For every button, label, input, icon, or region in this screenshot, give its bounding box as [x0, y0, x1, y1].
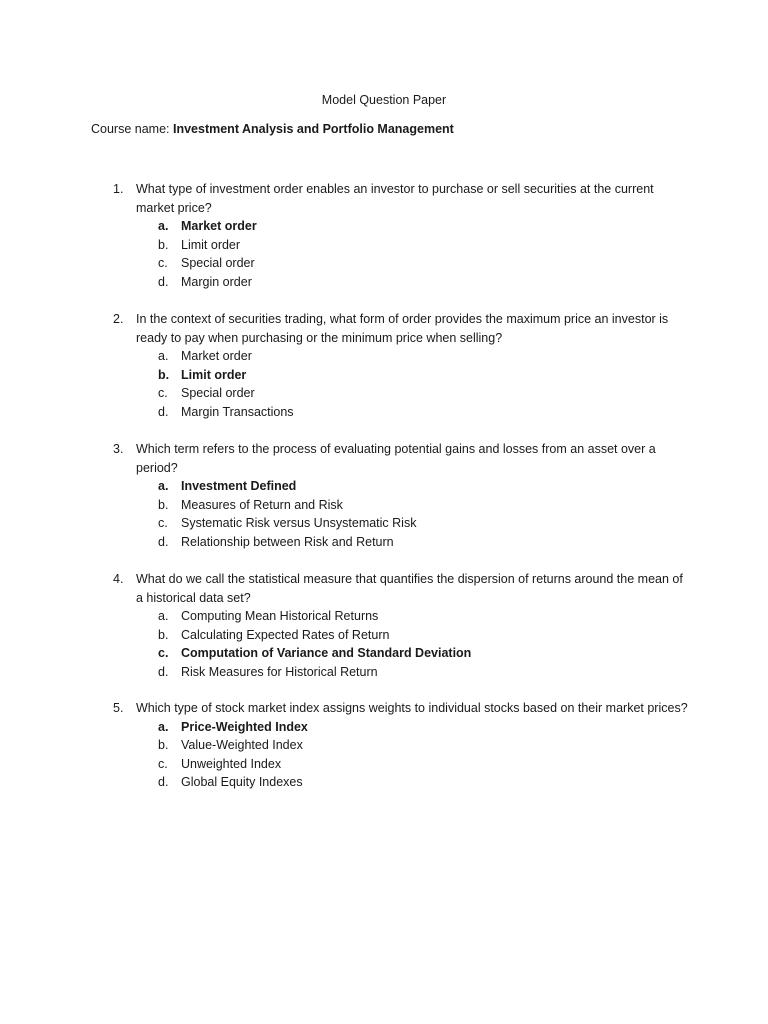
option-text: Unweighted Index [181, 756, 282, 771]
option-a [113, 217, 693, 236]
option-letter: c. [158, 646, 169, 661]
option-d [113, 773, 693, 792]
option-text: Computing Mean Historical Returns [181, 609, 379, 623]
option-letter: c. [158, 386, 168, 401]
question-4 [113, 570, 693, 681]
option-letter: d. [158, 534, 169, 549]
question-text: Which term refers to the process of evaluating potential gains and losses from an asset over a period? [136, 442, 656, 475]
option-text: Price-Weighted Index [181, 719, 308, 734]
option-list [113, 718, 693, 792]
option-letter: c. [158, 756, 168, 771]
option-b [113, 496, 693, 515]
option-letter: a. [158, 219, 169, 233]
option-d [113, 403, 693, 422]
question-2 [113, 310, 693, 421]
option-c [113, 644, 693, 663]
option-letter: c. [158, 256, 168, 271]
option-text: Calculating Expected Rates of Return [181, 627, 390, 642]
option-list [113, 607, 693, 681]
option-c [113, 514, 693, 533]
option-letter: d. [158, 775, 169, 790]
option-text: Limit order [181, 367, 247, 382]
option-b [113, 736, 693, 755]
option-text: Computation of Variance and Standard Deviation [181, 646, 472, 661]
question-3 [113, 440, 693, 551]
question-number: 2. [113, 312, 124, 326]
question-number: 1. [113, 182, 124, 196]
option-letter: d. [158, 274, 169, 289]
question-1 [113, 180, 693, 291]
option-letter: d. [158, 664, 169, 679]
question-text: In the context of securities trading, what form of order provides the maximum price an investor is ready to pay when purchasing or the minimum price when selling? [136, 312, 669, 345]
option-letter: a. [158, 719, 169, 734]
option-d [113, 663, 693, 682]
question-number: 4. [113, 572, 124, 586]
option-letter: a. [158, 479, 169, 493]
page-title: Model Question Paper [321, 93, 447, 107]
option-text: Market order [181, 219, 257, 233]
option-a [113, 477, 693, 496]
option-text: Relationship between Risk and Return [181, 534, 394, 549]
option-b [113, 236, 693, 255]
option-text: Market order [181, 349, 252, 363]
course-line [91, 122, 454, 136]
option-text: Value-Weighted Index [181, 738, 303, 753]
question-text: What type of investment order enables an investor to purchase or sell securities at the current market price? [136, 182, 654, 215]
option-c [113, 755, 693, 774]
option-text: Measures of Return and Risk [181, 497, 343, 512]
option-letter: b. [158, 738, 169, 753]
option-d [113, 533, 693, 552]
option-text: Global Equity Indexes [181, 775, 303, 790]
option-letter: a. [158, 349, 169, 363]
option-text: Risk Measures for Historical Return [181, 664, 378, 679]
option-letter: d. [158, 404, 169, 419]
option-b [113, 626, 693, 645]
option-letter: b. [158, 497, 169, 512]
option-letter: b. [158, 237, 169, 252]
option-c [113, 384, 693, 403]
option-list [113, 477, 693, 551]
course-name: Investment Analysis and Portfolio Management [172, 122, 454, 136]
option-text: Limit order [181, 237, 241, 252]
option-text: Investment Defined [181, 479, 297, 493]
option-list [113, 217, 693, 291]
question-5 [113, 699, 693, 792]
option-text: Special order [181, 386, 255, 401]
option-d [113, 273, 693, 292]
option-letter: a. [158, 609, 169, 623]
option-a [113, 347, 693, 366]
question-number: 5. [113, 701, 124, 715]
option-b [113, 366, 693, 385]
option-text: Special order [181, 256, 255, 271]
question-number: 3. [113, 442, 124, 456]
question-text: What do we call the statistical measure that quantifies the dispersion of returns around the mean of a historical data set? [136, 572, 683, 605]
option-text: Margin order [181, 274, 252, 289]
option-letter: b. [158, 627, 169, 642]
option-c [113, 254, 693, 273]
option-a [113, 607, 693, 626]
option-list [113, 347, 693, 421]
option-text: Systematic Risk versus Unsystematic Risk [181, 516, 417, 531]
option-a [113, 718, 693, 737]
option-text: Margin Transactions [181, 404, 294, 419]
option-letter: b. [158, 367, 170, 382]
option-letter: c. [158, 516, 168, 531]
course-label: Course name: [91, 122, 173, 136]
question-text: Which type of stock market index assigns weights to individual stocks based on their market prices? [136, 701, 688, 715]
